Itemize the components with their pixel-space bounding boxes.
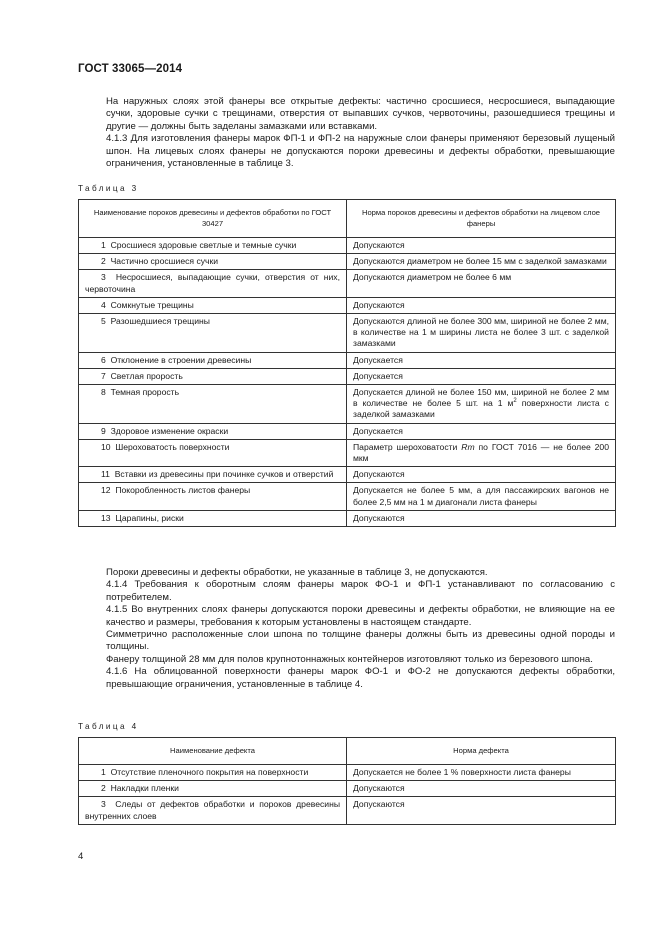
defect-name: Разошедшиеся трещины	[110, 316, 210, 327]
table-row	[79, 314, 616, 353]
defect-name-cell	[79, 368, 347, 384]
table-row	[79, 238, 616, 254]
paragraph: 4.1.5 Во внутренних слоях фанеры допускаются пороки древесины и дефекты обработки, не влияющие на ее качество и размеры, требования к которым установлены в настоящем стандарте.	[106, 604, 615, 628]
norm-text: поверхности листа с заделкой замазками	[353, 398, 609, 420]
row-number: 12	[101, 485, 111, 496]
defect-name: Накладки пленки	[110, 783, 179, 794]
norm-cell	[347, 368, 616, 384]
row-number: 1	[101, 240, 106, 250]
defect-name: Здоровое изменение окраски	[110, 425, 229, 436]
paragraph: 4.1.6 На облицованной поверхности фанеры марок ФО-1 и ФО-2 не допускаются дефекты обработки, превышающие ограничения, установленные в таблице 4.	[106, 666, 615, 690]
norm-text: Допускается	[353, 354, 403, 365]
column-header: Норма пороков древесины и дефектов обработки на лицевом слое фанеры	[347, 200, 616, 238]
defect-name-cell	[79, 238, 347, 254]
norm-text: Допускаются	[353, 512, 405, 523]
table-row	[79, 797, 616, 824]
row-number: 1	[101, 767, 106, 777]
table4-header-row	[79, 738, 616, 765]
norm-text: Допускается	[353, 425, 403, 436]
norm-text: Допускается длиной не более 150 мм, шириной не более 2 мм в количестве не более 5 шт. на 1 м	[353, 387, 609, 409]
defect-name: Царапины, риски	[115, 512, 184, 523]
row-number: 10	[101, 441, 111, 452]
row-number: 6	[101, 354, 106, 365]
norm-cell	[347, 510, 616, 526]
defect-name-cell	[79, 297, 347, 313]
column-header: Наименование дефекта	[79, 738, 347, 765]
norm-cell	[347, 385, 616, 424]
defect-name-cell	[79, 467, 347, 483]
defect-name: Несросшиеся, выпадающие сучки, отверстия от них, червоточина	[85, 272, 340, 294]
defect-name-cell	[79, 314, 347, 353]
defect-name: Следы от дефектов обработки и пороков древесины внутренних слоев	[85, 799, 340, 821]
norm-text: Допускается	[353, 370, 403, 381]
table-row	[79, 439, 616, 466]
defect-name-cell	[79, 781, 347, 797]
norm-cell	[347, 467, 616, 483]
defect-name: Покоробленность листов фанеры	[115, 485, 251, 496]
defect-name: Сросшиеся здоровые светлые и темные сучки	[110, 240, 297, 250]
column-header: Наименование пороков древесины и дефектов обработки по ГОСТ 30427	[79, 200, 347, 238]
row-number: 9	[101, 425, 106, 436]
norm-cell	[347, 781, 616, 797]
paragraph: Пороки древесины и дефекты обработки, не указанные в таблице 3, не допускаются.	[106, 567, 488, 578]
table4	[78, 737, 616, 825]
row-number: 13	[101, 512, 111, 523]
row-number: 3	[101, 799, 106, 810]
defect-name: Вставки из древесины при починке сучков и отверстий	[114, 469, 334, 480]
paragraph: 4.1.3 Для изготовления фанеры марок ФП-1 и ФП-2 на наружные слои фанеры применяют березовый лущеный шпон. На лицевых слоях фанеры не допускаются пороки древесины и дефекты обработки, превышающие ограничения, установленные в таблице 3.	[106, 133, 615, 170]
document-header: ГОСТ 33065—2014	[78, 63, 183, 75]
table-row	[79, 297, 616, 313]
defect-name-cell	[79, 423, 347, 439]
paragraph: 4.1.4 Требования к оборотным слоям фанеры марок ФО-1 и ФП-1 устанавливают по согласованию с потребителем.	[106, 579, 615, 603]
table-row	[79, 270, 616, 297]
defect-name-cell	[79, 270, 347, 297]
row-number: 2	[101, 256, 106, 267]
table-row	[79, 510, 616, 526]
paragraph: Симметрично расположенные слои шпона по толщине фанеры должны быть из древесины одной породы и толщины.	[106, 629, 615, 653]
defect-name-cell	[79, 797, 347, 824]
defect-name-cell	[79, 439, 347, 466]
table3-header-row	[79, 200, 616, 238]
row-number: 8	[101, 387, 106, 398]
defect-name-cell	[79, 254, 347, 270]
norm-text: Допускаются диаметром не более 6 мм	[353, 272, 512, 283]
norm-text: Допускаются длиной не более 300 мм, шириной не более 2 мм, в количестве на 1 м ширины листа не более 3 шт. с заделкой замазками	[353, 316, 609, 349]
defect-name-cell	[79, 483, 347, 510]
norm-symbol: Rm	[461, 441, 475, 452]
norm-cell	[347, 254, 616, 270]
row-number: 2	[101, 783, 106, 794]
norm-text: Допускаются	[353, 469, 405, 480]
defect-name-cell	[79, 352, 347, 368]
table3	[78, 199, 616, 527]
body-text	[78, 567, 615, 691]
norm-cell	[347, 483, 616, 510]
norm-text: Допускаются	[353, 240, 405, 250]
table-row	[79, 765, 616, 781]
defect-name: Частично сросшиеся сучки	[110, 256, 219, 267]
norm-cell	[347, 439, 616, 466]
defect-name-cell	[79, 765, 347, 781]
norm-superscript: 2	[513, 398, 517, 405]
norm-cell	[347, 238, 616, 254]
table-row	[79, 781, 616, 797]
table-row	[79, 483, 616, 510]
norm-text: Допускаются	[353, 299, 405, 310]
norm-text: Допускаются диаметром не более 15 мм с заделкой замазками	[353, 256, 607, 267]
defect-name-cell	[79, 510, 347, 526]
table-row	[79, 254, 616, 270]
norm-cell	[347, 797, 616, 824]
defect-name: Темная прорость	[110, 387, 180, 398]
defect-name: Отклонение в строении древесины	[110, 354, 252, 365]
defect-name: Отсутствие пленочного покрытия на поверхности	[110, 767, 309, 777]
row-number: 11	[101, 469, 110, 480]
table4-caption: Таблица 4	[78, 722, 139, 731]
defect-name: Светлая прорость	[110, 370, 183, 381]
row-number: 3	[101, 272, 106, 283]
table3-caption: Таблица 3	[78, 184, 139, 193]
defect-name-cell	[79, 385, 347, 424]
table-row	[79, 368, 616, 384]
table-row	[79, 352, 616, 368]
norm-cell	[347, 314, 616, 353]
intro-text	[78, 96, 615, 170]
page-number: 4	[78, 851, 84, 862]
table-row	[79, 467, 616, 483]
norm-text: по ГОСТ 7016 — не более 200 мкм	[353, 441, 609, 464]
norm-text: Допускается не более 1 % поверхности листа фанеры	[353, 767, 571, 777]
defect-name: Шероховатость поверхности	[115, 441, 230, 452]
defect-name: Сомкнутые трещины	[110, 299, 194, 310]
row-number: 7	[101, 370, 106, 381]
norm-text: Допускается не более 5 мм, а для пассажирских вагонов не более 2,5 мм на 1 м диагонали листа фанеры	[353, 485, 609, 507]
norm-text: Допускаются	[353, 783, 405, 794]
norm-cell	[347, 297, 616, 313]
table-row	[79, 385, 616, 424]
norm-cell	[347, 423, 616, 439]
paragraph: Фанеру толщиной 28 мм для полов крупнотоннажных контейнеров изготовляют только из березового шпона.	[106, 653, 593, 665]
column-header: Норма дефекта	[347, 738, 616, 765]
row-number: 5	[101, 316, 106, 327]
norm-text: Допускаются	[353, 799, 405, 810]
norm-text: Параметр шероховатости	[353, 441, 462, 452]
paragraph: На наружных слоях этой фанеры все открытые дефекты: частично сросшиеся, несросшиеся, выпадающие сучки, здоровые сучки с трещинами, отверстия от выпавших сучков, червоточины, разошедшиеся трещины и другие — должны быть заделаны замазками или вставками.	[106, 96, 615, 132]
norm-cell	[347, 270, 616, 297]
row-number: 4	[101, 299, 106, 310]
norm-cell	[347, 352, 616, 368]
table-row	[79, 423, 616, 439]
norm-cell	[347, 765, 616, 781]
